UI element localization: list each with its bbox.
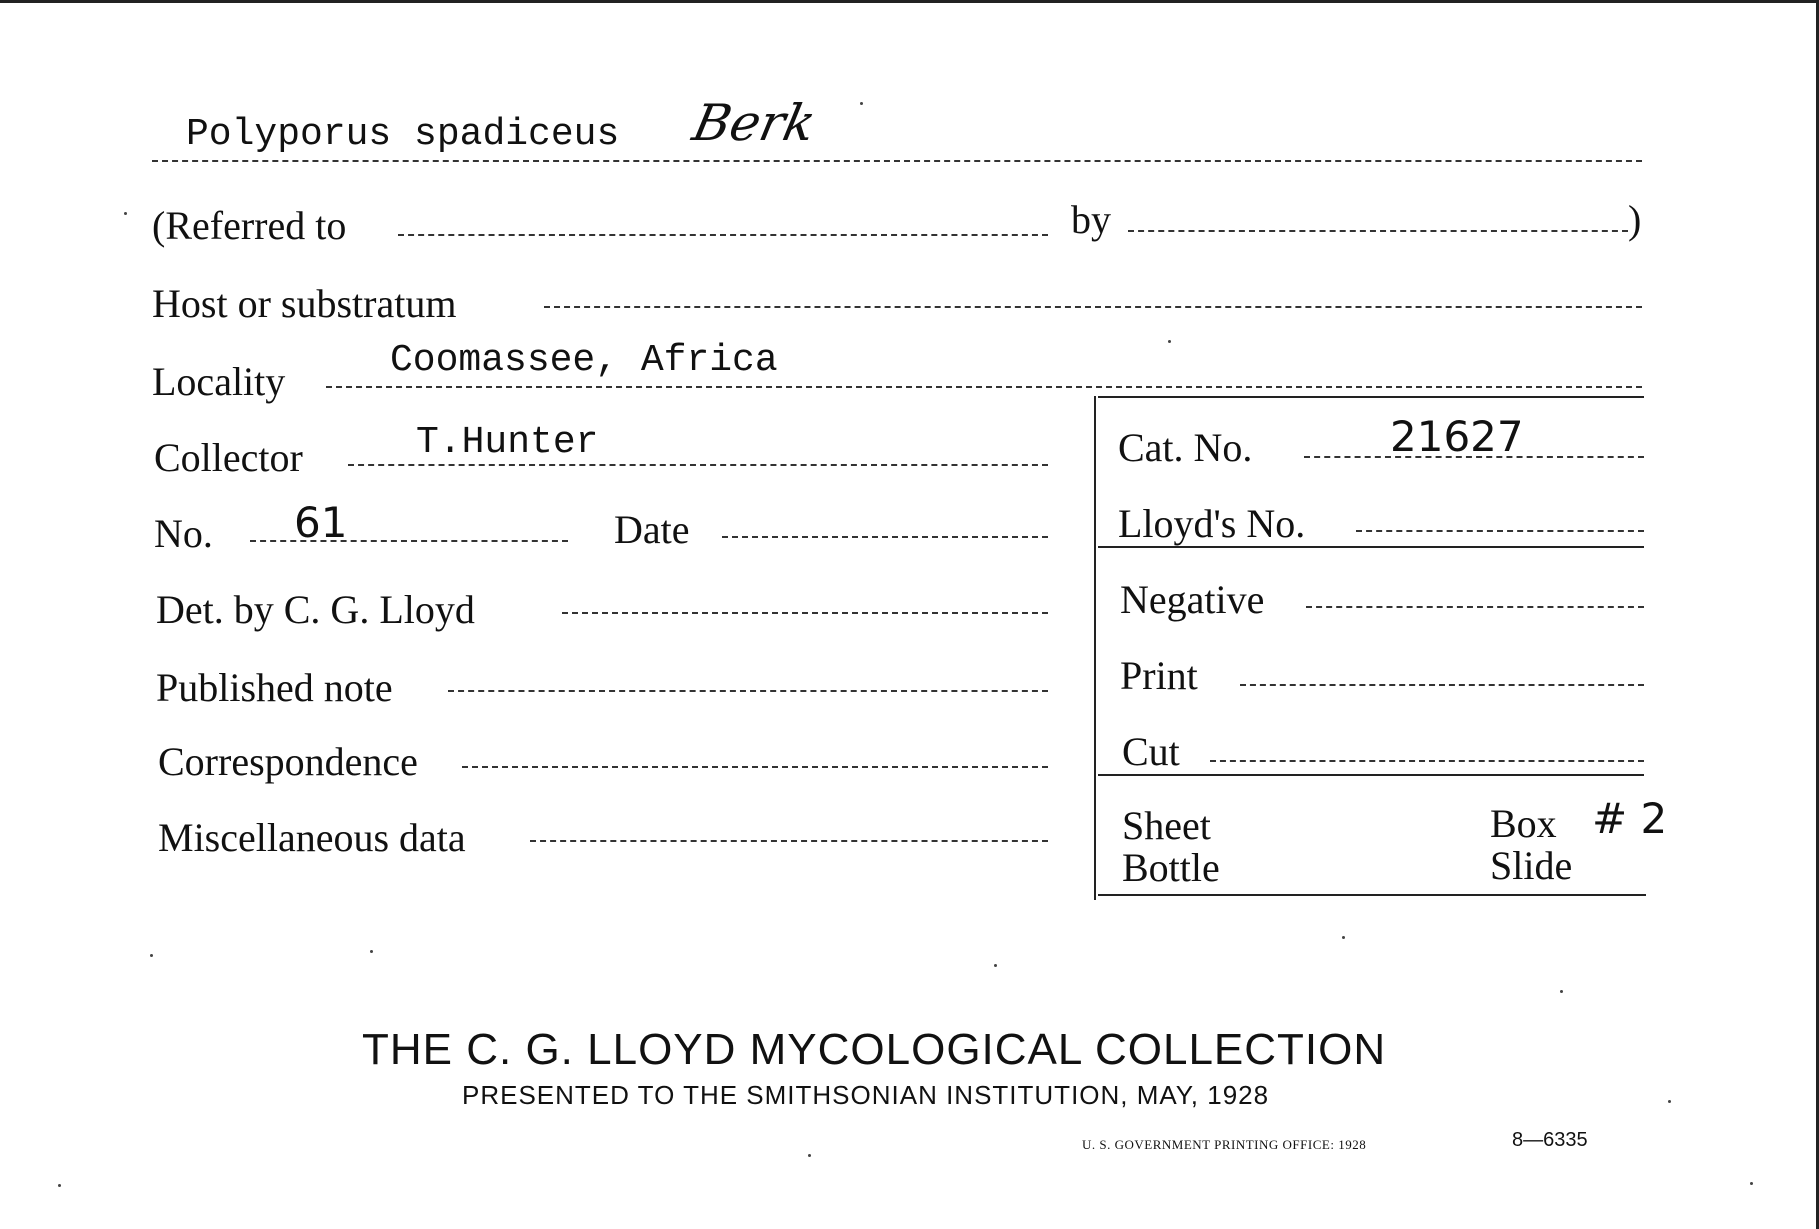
negative-line xyxy=(1306,606,1644,608)
box-left-rule xyxy=(1094,396,1096,900)
form-number: 8—6335 xyxy=(1512,1129,1588,1151)
scan-speck xyxy=(1168,340,1171,343)
host-label: Host or substratum xyxy=(152,281,457,326)
date-line xyxy=(722,536,1048,538)
box-bottom-rule xyxy=(1098,894,1646,896)
box-number-value: # 2 xyxy=(1592,794,1668,843)
bottle-label: Bottle xyxy=(1122,845,1220,890)
lloyds-no-label: Lloyd's No. xyxy=(1118,501,1306,546)
scan-speck xyxy=(370,950,373,953)
presentation-subtitle: PRESENTED TO THE SMITHSONIAN INSTITUTION, MAY, 1928 xyxy=(462,1080,1270,1110)
scan-speck xyxy=(1342,936,1345,939)
scan-speck xyxy=(1560,990,1563,993)
referred-by-label: by xyxy=(1071,197,1111,242)
cut-label: Cut xyxy=(1122,729,1180,774)
box-mid-rule-1 xyxy=(1098,546,1644,548)
cat-no-label: Cat. No. xyxy=(1118,425,1253,470)
printer-imprint: U. S. GOVERNMENT PRINTING OFFICE: 1928 xyxy=(1082,1137,1367,1152)
miscellaneous-label: Miscellaneous data xyxy=(158,815,466,860)
scan-speck xyxy=(1668,1100,1671,1103)
collector-line xyxy=(348,464,1048,466)
species-line xyxy=(152,160,1642,162)
referred-close-paren: ) xyxy=(1628,197,1642,242)
cut-line xyxy=(1210,760,1644,762)
date-label: Date xyxy=(614,507,690,552)
published-note-line xyxy=(448,690,1048,692)
negative-label: Negative xyxy=(1120,577,1265,622)
scan-speck xyxy=(150,954,153,957)
scan-speck xyxy=(124,212,127,215)
no-label: No. xyxy=(154,511,213,556)
referred-to-line xyxy=(398,234,1048,236)
no-value: 61 xyxy=(294,498,348,547)
collector-value: T.Hunter xyxy=(416,421,599,464)
box-mid-rule-2 xyxy=(1098,774,1644,776)
print-line xyxy=(1240,684,1644,686)
slide-label: Slide xyxy=(1490,843,1573,888)
locality-label: Locality xyxy=(152,359,286,404)
correspondence-label: Correspondence xyxy=(158,739,418,784)
scan-speck xyxy=(860,102,863,105)
locality-line xyxy=(326,386,1642,388)
species-name: Polyporus spadiceus xyxy=(186,113,620,156)
referred-to-label: (Referred to xyxy=(152,203,347,248)
cat-no-value: 21627 xyxy=(1390,412,1524,461)
print-label: Print xyxy=(1120,653,1198,698)
det-by-line xyxy=(562,612,1048,614)
correspondence-line xyxy=(462,766,1048,768)
miscellaneous-line xyxy=(530,840,1048,842)
lloyds-no-line xyxy=(1356,530,1644,532)
scan-speck xyxy=(994,964,997,967)
scan-speck xyxy=(58,1184,61,1187)
det-by-label: Det. by C. G. Lloyd xyxy=(156,587,475,632)
locality-value: Coomassee, Africa xyxy=(390,339,778,382)
authority-handwritten: Berk xyxy=(687,94,821,152)
box-top-rule xyxy=(1098,396,1644,398)
sheet-label: Sheet xyxy=(1122,803,1211,848)
host-line xyxy=(544,306,1642,308)
box-label: Box xyxy=(1490,801,1557,846)
scan-speck xyxy=(1750,1182,1753,1185)
collection-title: THE C. G. LLOYD MYCOLOGICAL COLLECTION xyxy=(362,1025,1387,1074)
collector-label: Collector xyxy=(154,435,303,480)
scan-speck xyxy=(808,1154,811,1157)
published-note-label: Published note xyxy=(156,665,393,710)
referred-by-line xyxy=(1128,230,1628,232)
